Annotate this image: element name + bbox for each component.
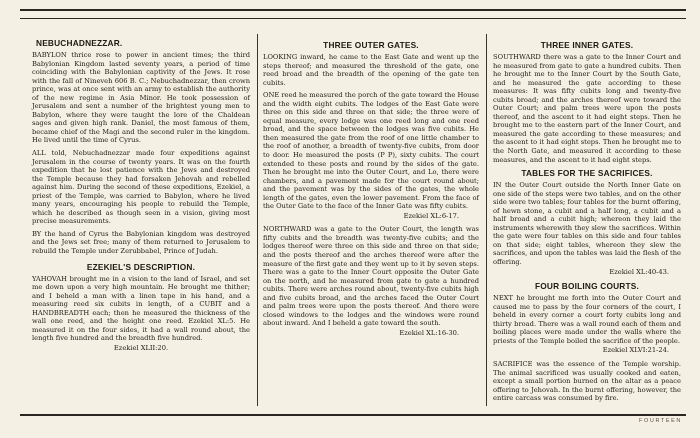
- paragraph: NEXT he brought me forth into the Outer Court and caused me to pass by the four corners of the court, I beheld in every corner a court forty cubits long and thirty broad. There was a wall round each of them and boiling places were made under the walls where the priests of the Temple boiled the sacrifice of the people.: [493, 294, 681, 345]
- paragraph: LOOKING inward, he came to the East Gate and went up the steps thereof; and measured the threshold of the gate, one reed broad and the breadth of the opening of the gate ten cubits.: [263, 53, 479, 87]
- bottom-rule: [20, 414, 686, 418]
- column-divider: [257, 34, 258, 406]
- paragraph: YAHOVAH brought me in a vision to the land of Israel, and set me down upon a very high mountain. He brought me thither; and I beheld a man with a linen tape in his hand, and a measuring reed six cubits in length, of a CUBIT and a HANDBREADTH each; then he measured the thickness of the wall one reed, and the height one reed. Ezekiel XL:5. He measured it on the four sides, it had a wall round about, the length five hundred and the breadth five hundred.: [32, 274, 250, 343]
- paragraph: IN the Outer Court outside the North Inner Gate on one side of the steps were two tables, and on the other side were two tables; four tables for the burnt offering, of hewn stone, a cubit and a half long, a cubit and a half broad and a cubit high; whereon they laid the instruments wherewith they slew the sacrifices. Within the gate were four tables on this side and four tables on that side; eight tables, whereon they slew the sacrifices, and upon the tables was laid the flesh of the offering.: [493, 181, 681, 267]
- scripture-citation: Ezekiel XL:40-43.: [609, 267, 669, 276]
- paragraph: SOUTHWARD there was a gate to the Inner Court and he measured from gate to gate a hundred cubits. Then he brought me to the Inner Court by the South Gate, and he measured the gate according to these measures: It was fifty cubits long and twenty-five cubits broad; and the arches thereof were toward the Outer Court; and palm trees were upon the posts thereof, and the ascent to it had eight steps. Then he brought me to the eastern part of the Inner Court, and measured the gate according to these measures; and the ascent to it had eight steps. Then he brought me to the North Gate, and measured it according to these measures, and the ascent to it had eight steps.: [493, 53, 681, 164]
- heading-three-outer-gates: THREE OUTER GATES.: [323, 40, 419, 50]
- page-number: FOURTEEN: [639, 418, 682, 424]
- paragraph: BY the hand of Cyrus the Babylonian kingdom was destroyed and the Jews set free; many of them returned to Jerusalem to rebuild the Temple under Zerubbabel, Prince of Judah.: [32, 229, 250, 256]
- paragraph: SACRIFICE was the essence of the Temple worship. The animal sacrificed was usually cooked and eaten, except a small portion burned on the altar as a peace offering to Jehovah. In the burnt offering, however, the entire carcass was consumed by fire.: [493, 359, 681, 403]
- column-2: [263, 30, 479, 343]
- heading-ezekiels-description: EZEKIEL'S DESCRIPTION.: [86, 261, 196, 272]
- scripture-citation: Ezekiel XL:6-17.: [403, 211, 459, 220]
- heading-three-inner-gates: THREE INNER GATES.: [540, 40, 634, 50]
- heading-nebuchadnezzar: NEBUCHADNEZZAR.: [36, 38, 123, 48]
- scripture-citation: Ezekiel XLII:20.: [113, 343, 169, 352]
- heading-four-boiling-courts: FOUR BOILING COURTS.: [534, 281, 640, 292]
- paragraph: NORTHWARD was a gate to the Outer Court, the length was fifty cubits and the breadth was twenty-five cubits; and the lodges thereof were three on this side and three on that side; and the posts thereof and the arches thereof were after the measure of the first gate and they went up to it by seven steps. There was a gate to the Inner Court opposite the Outer Gate on the north, and he measured from gate to gate a hundred cubits. There were arches round about, twenty-five cubits high and five cubits broad, and the arches faced the Outer Court and palm trees were upon the posts thereof. And there were closed windows to the lodges and the windows were round about inward. And I beheld a gate toward the south.: [263, 225, 479, 328]
- heading-tables-for-sacrifices: TABLES FOR THE SACRIFICES.: [521, 168, 653, 179]
- paragraph: ONE reed he measured the porch of the gate toward the House and the width eight cubits. The lodges of the East Gate were three on this side and three on that side; the three were of equal measure, every lodge was one reed long and one reed broad, and the space between the lodges was five cubits. He then measured the gate from the roof of one little chamber to the roof of another, a breadth of twenty-five cubits, from door to door. He measured the posts (P P), sixty cubits. The court extended to these posts and round by the sides of the gate. Then he brought me into the Outer Court, and Lo, there were chambers, and a pavement made for the court round about; and the pavement was by the sides of the gates, the whole length of the gates, even the lower pavement. From the face of the Outer Gate to the face of the Inner Gate was fifty cubits.: [263, 91, 480, 211]
- top-rule: [20, 9, 686, 19]
- paragraph: BABYLON thrice rose to power in ancient times; the third Babylonian Kingdom lasted seventy years, a period of time coinciding with the Babylonian captivity of the Jews. It rose with the fall of Nineveh 606 B. C.; Nebuchadnezzar, then crown prince, was at once sent with an army to establish the authority of the new regime in Asia Minor. He took possession of Jerusalem and sent a number of the brightest young men to Babylon, where they were taught the lore of the Chaldean sages and given high rank. Daniel, the most famous of them, became chief of the Magi and the second ruler in the kingdom. He lived until the time of Cyrus.: [32, 51, 250, 145]
- scripture-citation: Ezekiel XL:16-30.: [399, 328, 459, 337]
- scripture-citation: Ezekiel XLVI:21-24.: [602, 346, 669, 355]
- column-3: [493, 30, 681, 407]
- column-divider: [486, 34, 487, 406]
- paragraph: ALL told, Nebuchadnezzar made four expeditions against Jerusalem in the course of twenty years. It was on the fourth expedition that he lost patience with the Jews and destroyed the Temple because they had forsaken Jehovah and rebelled against him. During the second of these expeditions, Ezekiel, a priest of the Temple, was carried to Babylon, where he lived many years, encouraging his people to rebuild the Temple, which he described as though seen in a vision, giving most precise measurements.: [32, 149, 250, 226]
- column-1: [32, 30, 250, 358]
